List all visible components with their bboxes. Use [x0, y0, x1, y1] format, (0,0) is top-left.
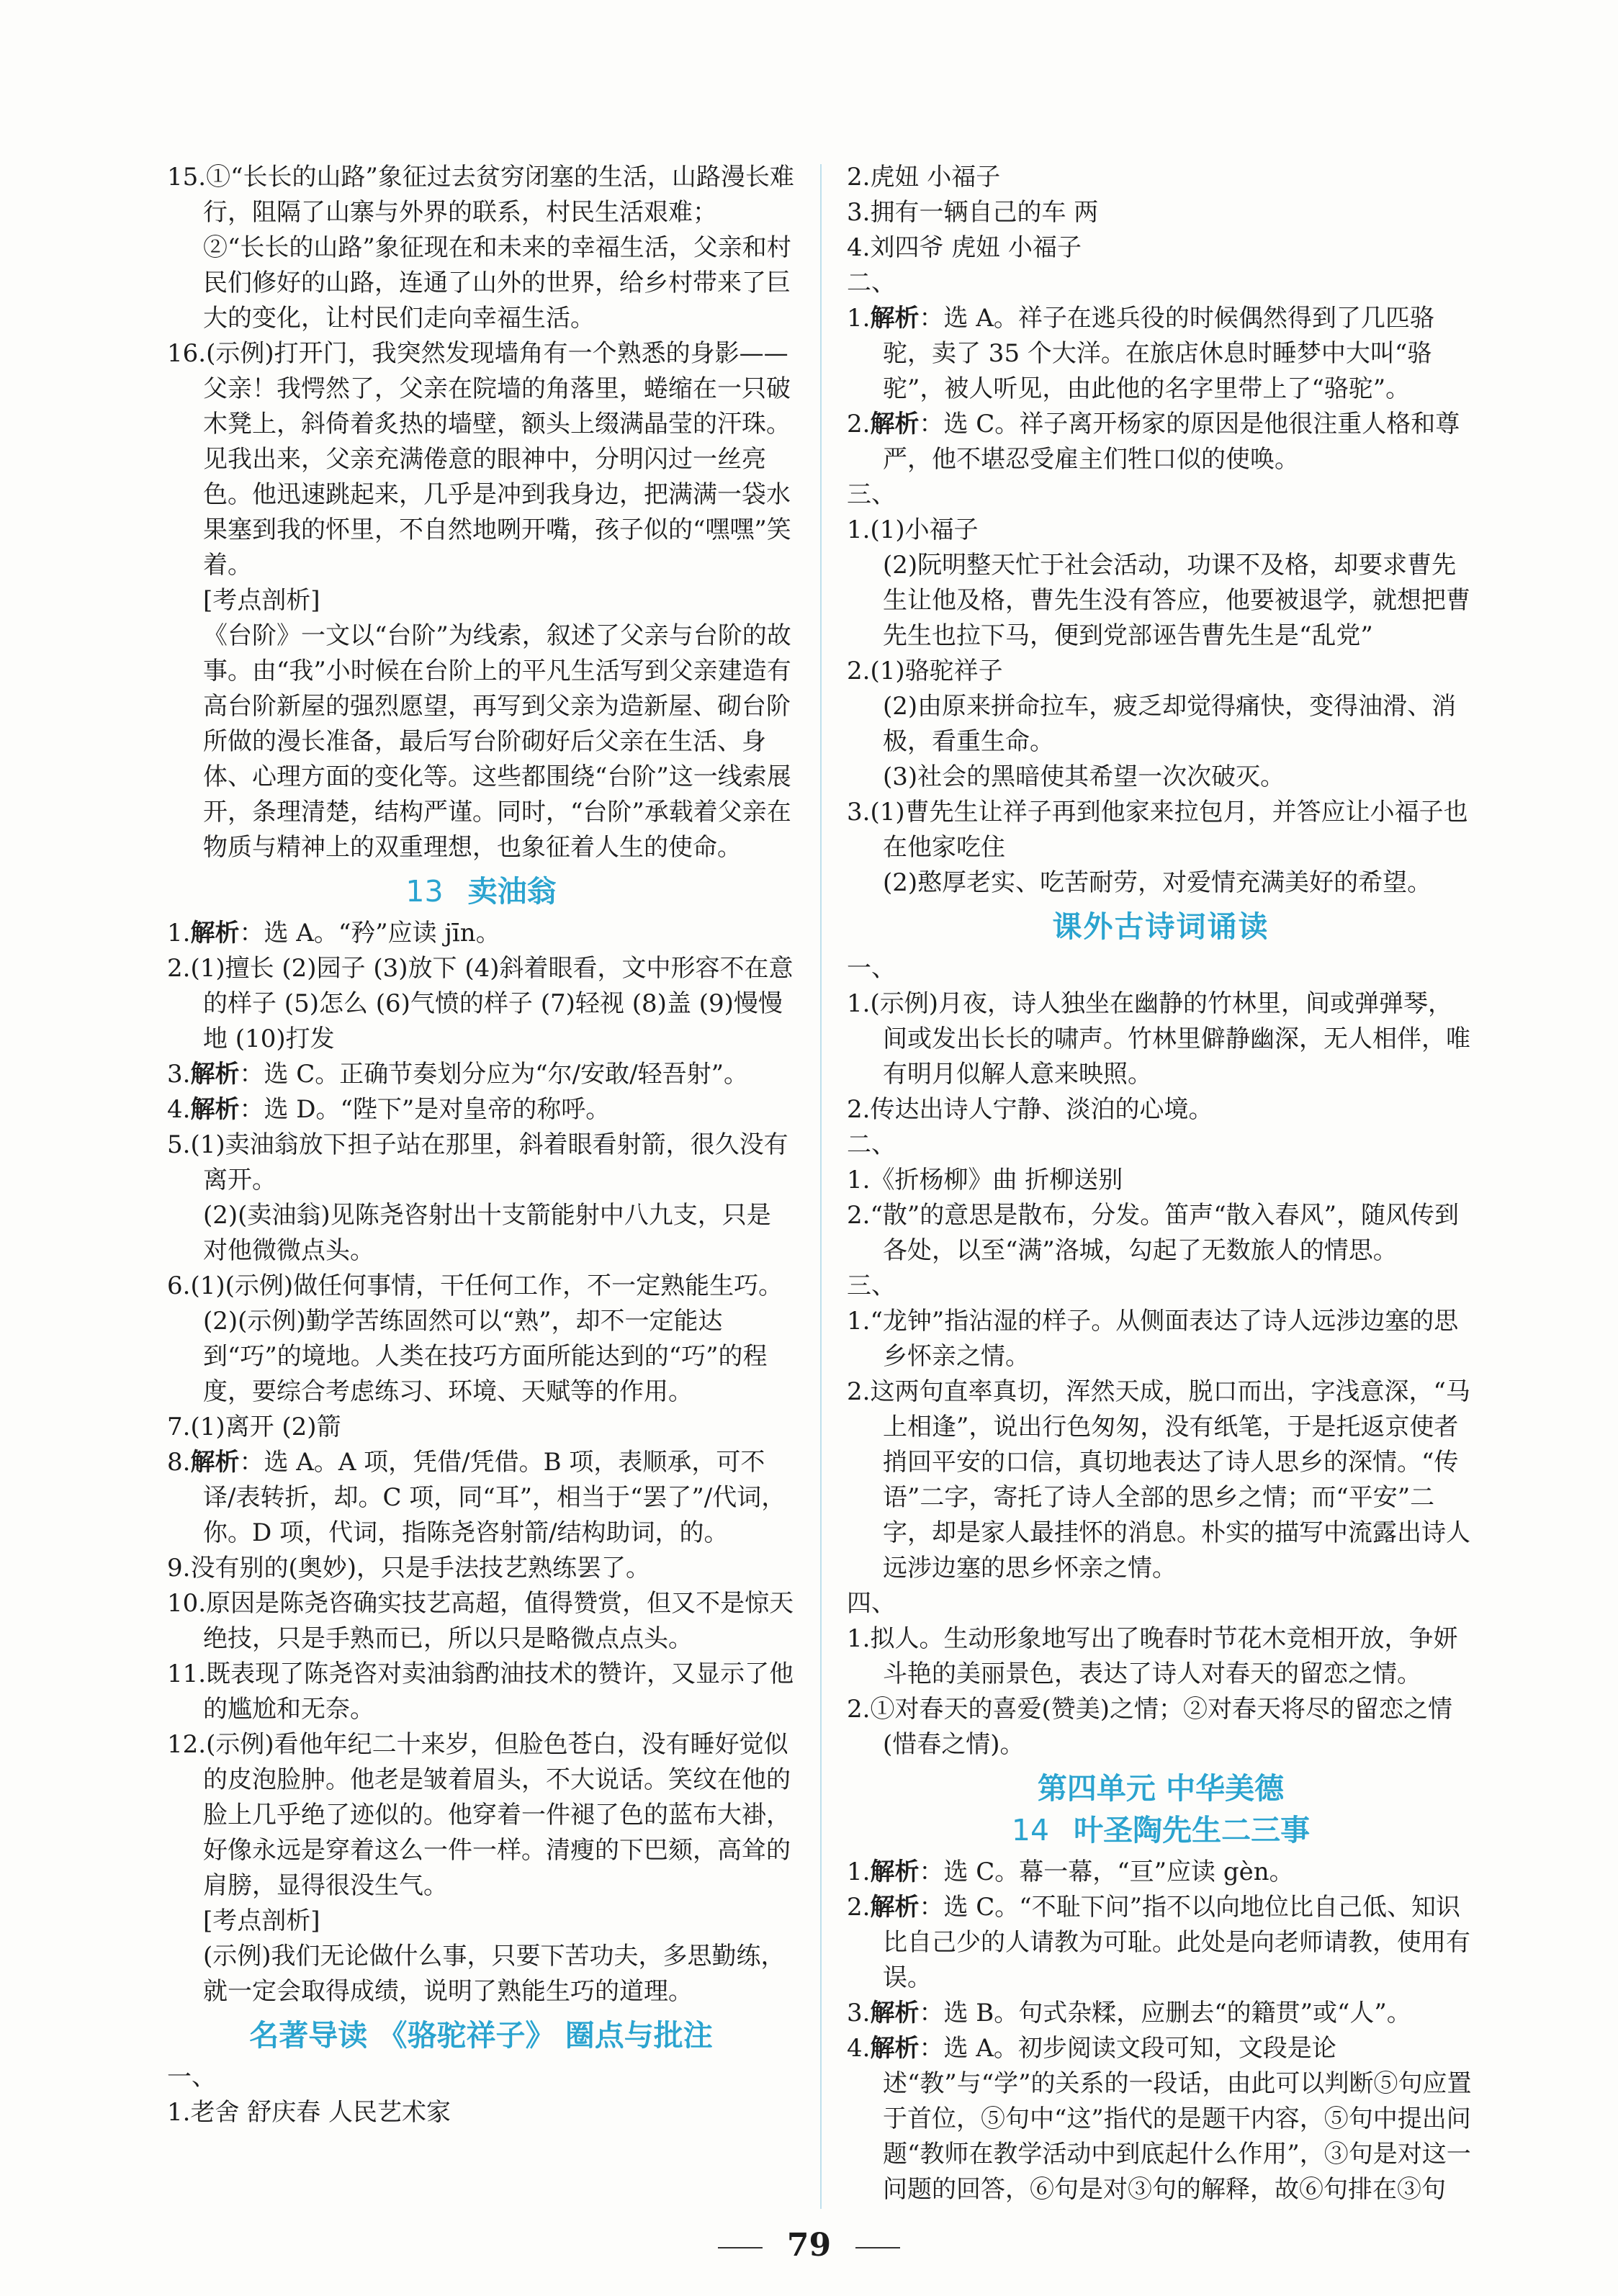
- classic-answer-4: 4.刘四爷 虎妞 小福子: [847, 233, 1082, 262]
- classic-s2-1: 1.解析：选 A。祥子在逃兵役的时候偶然得到了几匹骆驼，卖了 35 个大洋。在旅店休息时睡梦中大叫“骆驼”，被人听见，由此他的名字里带上了“骆驼”。: [847, 304, 1434, 403]
- answer-14-2: 2.解析：选 C。“不耻下问”指不以向地位比自己低、知识比自己少的人请教为可耻。此处是向老师请教，使用有误。: [847, 1893, 1470, 1992]
- classic-s3-3b: (2)憨厚老实、吃苦耐劳，对爱情充满美好的希望。: [883, 868, 1432, 897]
- answer-13-11: 11.既表现了陈尧咨对卖油翁酌油技术的赞许，又显示了他的尴尬和无奈。: [167, 1660, 794, 1724]
- answer-13-10: 10.原因是陈尧咨确实技艺高超，值得赞赏，但又不是惊天绝技，只是手熟而已，所以只是略微点点头。: [167, 1589, 794, 1653]
- poetry-3-1: 1.“龙钟”指沾湿的样子。从侧面表达了诗人远涉边塞的思乡怀亲之情。: [847, 1307, 1459, 1371]
- classic-s3-2c: (3)社会的黑暗使其希望一次次破灭。: [883, 762, 1285, 791]
- section-marker: 一、: [847, 954, 896, 983]
- classic-answer-2: 2.虎妞 小福子: [847, 163, 1001, 192]
- classic-s3-2b: (2)由原来拼命拉车，疲乏却觉得痛快，变得油滑、消极，看重生命。: [883, 692, 1457, 756]
- poetry-1-2: 2.传达出诗人宁静、淡泊的心境。: [847, 1095, 1213, 1124]
- answer-15: 15.①“长长的山路”象征过去贫穷闭塞的生活，山路漫长难行，阻隔了山寨与外界的联系，村民生活艰难；: [167, 163, 794, 227]
- poetry-heading: 课外古诗词诵读: [1052, 909, 1269, 944]
- answer-13-4: 4.解析：选 D。“陛下”是对皇帝的称呼。: [167, 1095, 611, 1124]
- analysis-tag: [考点剖析]: [203, 586, 320, 615]
- poetry-3-2: 2.这两句直率真切，浑然天成，脱口而出，字浅意深，“马上相逢”，说出行色匆匆，没有纸笔，于是托返京使者捎回平安的口信，真切地表达了诗人思乡的深情。“传语”二字，寄托了诗人全部的思乡之情；而“平安”二字，却是家人最挂怀的消息。朴实的描写中流露出诗人远涉边塞的思乡怀亲之情。: [847, 1377, 1470, 1583]
- answer-13-6b: (2)(示例)勤学苦练固然可以“熟”，却不一定能达到“巧”的境地。人类在技巧方面所能达到的“巧”的程度，要综合考虑练习、环境、天赋等的作用。: [203, 1307, 768, 1406]
- answer-13-1: 1.解析：选 A。“矜”应读 jīn。: [167, 919, 500, 947]
- section-marker: 四、: [847, 1589, 896, 1618]
- answer-13-2: 2.(1)擅长 (2)园子 (3)放下 (4)斜着眼看，文中形容不在意的样子 (5)怎么 (6)气愤的样子 (7)轻视 (8)盖 (9)慢慢地 (10)打发: [167, 954, 794, 1053]
- classic-reading-heading: 名著导读 《骆驼祥子》 圈点与批注: [249, 2018, 713, 2053]
- unit-4-heading: 第四单元 中华美德: [1037, 1771, 1285, 1806]
- answer-13-7: 7.(1)离开 (2)箭: [167, 1413, 341, 1441]
- classic-answer-1: 1.老舍 舒庆春 人民艺术家: [167, 2098, 451, 2127]
- analysis-text: 《台阶》一文以“台阶”为线索，叙述了父亲与台阶的故事。由“我”小时候在台阶上的平凡生活写到父亲建造有高台阶新屋的强烈愿望，再写到父亲为造新屋、砌台阶所做的漫长准备，最后写台阶砌好后父亲在生活、身体、心理方面的变化等。这些都围绕“台阶”这一线索展开，条理清楚，结构严谨。同时，“台阶”承载着父亲在物质与精神上的双重理想，也象征着人生的使命。: [203, 621, 791, 862]
- right-column: [847, 160, 1475, 2207]
- poetry-4-1: 1.拟人。生动形象地写出了晚春时节花木竞相开放，争妍斗艳的美丽景色，表达了诗人对春天的留恋之情。: [847, 1624, 1458, 1688]
- lesson-13-heading: 13 卖油翁: [405, 874, 557, 909]
- poetry-2-2: 2.“散”的意思是散布，分发。笛声“散入春风”，随风传到各处，以至“满”洛城，勾起了无数旅人的情思。: [847, 1201, 1459, 1265]
- section-marker: 三、: [847, 480, 896, 509]
- answer-13-9: 9.没有别的(奥妙)，只是手法技艺熟练罢了。: [167, 1554, 650, 1583]
- answer-13-8: 8.解析：选 A。A 项，凭借/凭借。B 项，表顺承，可不译/表转折，却。C 项，同“耳”，相当于“罢了”/代词，你。D 项，代词，指陈尧咨射箭/结构助词，的。: [167, 1448, 786, 1547]
- section-marker: 二、: [847, 269, 896, 297]
- analysis-tag-2: [考点剖析]: [203, 1906, 320, 1935]
- analysis-text-2: (示例)我们无论做什么事，只要下苦功夫，多思勤练，就一定会取得成绩，说明了熟能生巧的道理。: [203, 1942, 786, 2006]
- classic-answer-3: 3.拥有一辆自己的车 两: [847, 198, 1099, 227]
- column-divider: [820, 164, 822, 2209]
- answer-13-3: 3.解析：选 C。正确节奏划分应为“尔/安敢/轻吾射”。: [167, 1060, 748, 1089]
- answer-15-part2: ②“长长的山路”象征现在和未来的幸福生活，父亲和村民们修好的山路，连通了山外的世界，给乡村带来了巨大的变化，让村民们走向幸福生活。: [203, 233, 791, 333]
- answer-13-6: 6.(1)(示例)做任何事情，干任何工作，不一定熟能生巧。: [167, 1271, 783, 1300]
- answer-14-3: 3.解析：选 B。句式杂糅，应删去“的籍贯”或“人”。: [847, 1999, 1411, 2027]
- classic-s2-2: 2.解析：选 C。祥子离开杨家的原因是他很注重人格和尊严，他不堪忍受雇主们牲口似的使唤。: [847, 410, 1460, 474]
- poetry-4-2: 2.①对春天的喜爱(赞美)之情；②对春天将尽的留恋之情(惜春之情)。: [847, 1695, 1452, 1759]
- classic-s3-2: 2.(1)骆驼祥子: [847, 657, 1003, 685]
- section-marker: 三、: [847, 1271, 896, 1300]
- answer-13-12: 12.(示例)看他年纪二十来岁，但脸色苍白，没有睡好觉似的皮泡脸肿。他老是皱着眉头，不大说话。笑纹在他的脸上几乎绝了迹似的。他穿着一件褪了色的蓝布大褂，好像永远是穿着这么一件一样。清瘦的下巴颏，高耸的肩膀，显得很没生气。: [167, 1730, 791, 1900]
- page-number-dash-left: [718, 2247, 763, 2248]
- answer-16: 16.(示例)打开门，我突然发现墙角有一个熟悉的身影——父亲！我愕然了，父亲在院墙的角落里，蜷缩在一只破木凳上，斜倚着炙热的墙壁，额头上缀满晶莹的汗珠。见我出来，父亲充满倦意的眼神中，分明闪过一丝亮色。他迅速跳起来，几乎是冲到我身边，把满满一袋水果塞到我的怀里，不自然地咧开嘴，孩子似的“嘿嘿”笑着。: [167, 339, 791, 580]
- poetry-1-1: 1.(示例)月夜，诗人独坐在幽静的竹林里，间或弹弹琴，间或发出长长的啸声。竹林里僻静幽深，无人相伴，唯有明月似解人意来映照。: [847, 989, 1470, 1089]
- classic-s3-1b: (2)阮明整天忙于社会活动，功课不及格，却要求曹先生让他及格，曹先生没有答应，他要被退学，就想把曹先生也拉下马，便到党部诬告曹先生是“乱党”: [883, 551, 1470, 650]
- section-marker: 二、: [847, 1130, 896, 1159]
- answer-13-5: 5.(1)卖油翁放下担子站在那里，斜着眼看射箭，很久没有离开。: [167, 1130, 788, 1194]
- answer-14-1: 1.解析：选 C。幕一幕，“亘”应读 gèn。: [847, 1858, 1294, 1886]
- section-marker: 一、: [167, 2063, 216, 2092]
- answer-13-5b: (2)(卖油翁)见陈尧咨射出十支箭能射中八九支，只是对他微微点头。: [203, 1201, 771, 1265]
- lesson-14-heading: 14 叶圣陶先生二三事: [1011, 1813, 1311, 1847]
- page-number: 79: [0, 2227, 1618, 2264]
- page-number-dash-right: [855, 2247, 900, 2248]
- classic-s3-3: 3.(1)曹先生让祥子再到他家来拉包月，并答应让小福子也在他家吃住: [847, 798, 1468, 862]
- answer-14-4: 4.解析：选 A。初步阅读文段可知，文段是论述“教”与“学”的关系的一段话，由此可以判断⑤句应置于首位，⑤句中“这”指代的是题干内容，⑤句中提出问题“教师在教学活动中到底起什么作用”，③句是对这一问题的回答，⑥句是对③句的解释，故⑥句排在③句: [847, 2034, 1472, 2204]
- poetry-2-1: 1.《折杨柳》曲 折柳送别: [847, 1166, 1123, 1194]
- classic-s3-1: 1.(1)小福子: [847, 516, 979, 544]
- left-column: [167, 160, 795, 2130]
